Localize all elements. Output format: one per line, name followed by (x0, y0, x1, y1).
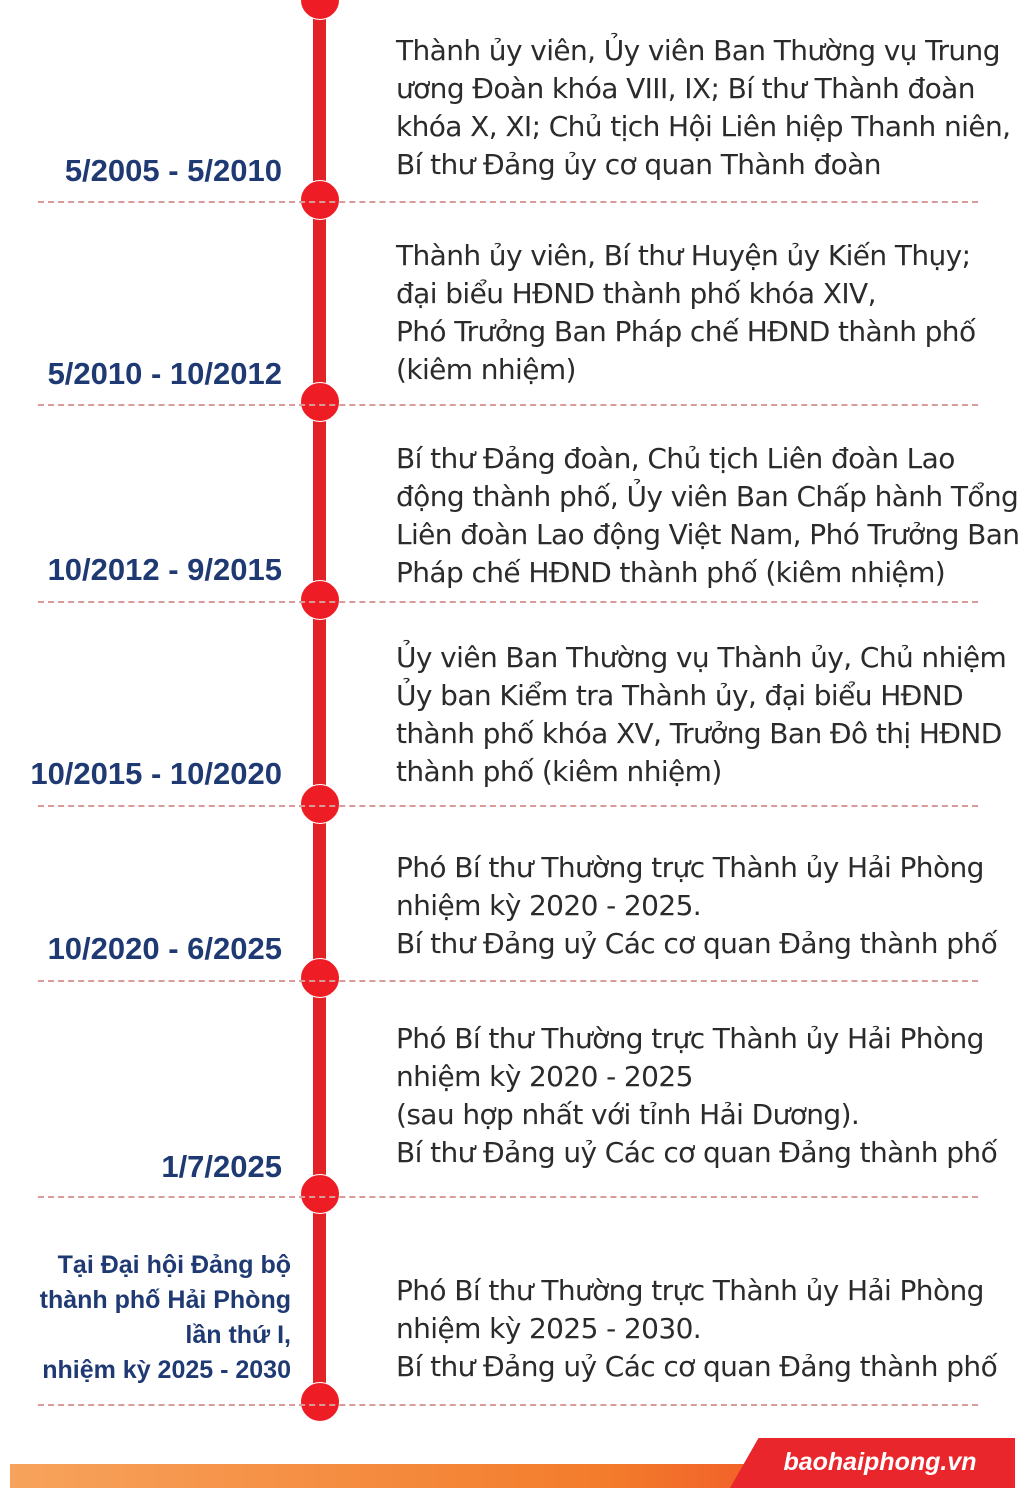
description-line: Liên đoàn Lao động Việt Nam, Phó Trưởng Ban (396, 518, 1020, 551)
entry-description (396, 849, 998, 963)
description-line: Phó Bí thư Thường trực Thành ủy Hải Phòng (396, 1022, 984, 1055)
entry-description (396, 1272, 998, 1386)
entry-separator (38, 404, 978, 406)
description-line: Pháp chế HĐND thành phố (kiêm nhiệm) (396, 556, 946, 589)
description-line: nhiệm kỳ 2020 - 2025 (396, 1060, 693, 1093)
entry-separator (38, 201, 978, 203)
entry-description (396, 237, 986, 389)
entry-separator (38, 601, 978, 603)
timeline-dot (300, 382, 340, 422)
period-line: 1/7/2025 (161, 1149, 282, 1184)
description-line: Phó Bí thư Thường trực Thành ủy Hải Phòng (396, 1274, 984, 1307)
description-line: Bí thư Đảng uỷ Các cơ quan Đảng thành phố (396, 927, 998, 960)
period-line: 10/2015 - 10/2020 (30, 756, 282, 791)
timeline-dot (300, 784, 340, 824)
entry-separator (38, 805, 978, 807)
period-line: lần thứ I, (185, 1321, 291, 1349)
entry-separator (38, 1196, 978, 1198)
entry-description (396, 32, 1011, 184)
description-line: (sau hợp nhất với tỉnh Hải Dương). (396, 1098, 860, 1131)
entry-period (0, 1248, 291, 1388)
description-line: Bí thư Đảng đoàn, Chủ tịch Liên đoàn Lao (396, 442, 955, 475)
description-line: đại biểu HĐND thành phố khóa XIV, (396, 277, 876, 310)
timeline-dot (300, 1382, 340, 1422)
period-line: nhiệm kỳ 2025 - 2030 (42, 1356, 291, 1384)
description-line: Thành ủy viên, Bí thư Huyện ủy Kiến Thụy; (396, 239, 971, 272)
description-line: Ủy ban Kiểm tra Thành ủy, đại biểu HĐND (396, 679, 964, 712)
timeline-dot (300, 180, 340, 220)
entry-period (0, 355, 282, 393)
description-line: Bí thư Đảng uỷ Các cơ quan Đảng thành phố (396, 1136, 998, 1169)
period-line: 10/2020 - 6/2025 (47, 931, 282, 966)
description-line: (kiêm nhiệm) (396, 353, 576, 386)
entry-separator (38, 980, 978, 982)
entry-description (396, 440, 1020, 592)
description-line: Phó Trưởng Ban Pháp chế HĐND thành phố (396, 315, 976, 348)
description-line: Bí thư Đảng uỷ Các cơ quan Đảng thành phố (396, 1350, 998, 1383)
entry-period (0, 930, 282, 968)
entry-period (0, 152, 282, 190)
description-line: thành phố (kiêm nhiệm) (396, 755, 722, 788)
entry-separator (38, 1404, 978, 1406)
description-line: nhiệm kỳ 2025 - 2030. (396, 1312, 702, 1345)
description-line: Thành ủy viên, Ủy viên Ban Thường vụ Trung (396, 34, 1000, 67)
description-line: Phó Bí thư Thường trực Thành ủy Hải Phòng (396, 851, 984, 884)
timeline-dot (300, 580, 340, 620)
description-line: thành phố khóa XV, Trưởng Ban Đô thị HĐND (396, 717, 1002, 750)
description-line: khóa X, XI; Chủ tịch Hội Liên hiệp Thanh niên, (396, 110, 1011, 143)
timeline-dot (300, 958, 340, 998)
description-line: động thành phố, Ủy viên Ban Chấp hành Tổng (396, 480, 1019, 513)
period-line: 5/2005 - 5/2010 (64, 153, 282, 188)
entry-description (396, 1020, 998, 1172)
period-line: thành phố Hải Phòng (39, 1286, 291, 1314)
description-line: ương Đoàn khóa VIII, IX; Bí thư Thành đoàn (396, 72, 975, 105)
period-line: Tại Đại hội Đảng bộ (57, 1251, 291, 1279)
timeline-dot (300, 0, 340, 20)
timeline-dot (300, 1174, 340, 1214)
entry-description (396, 639, 1007, 791)
footer (0, 1438, 1027, 1488)
entry-period (0, 551, 282, 589)
description-line: Ủy viên Ban Thường vụ Thành ủy, Chủ nhiệm (396, 641, 1007, 674)
entry-period (0, 1148, 282, 1186)
period-line: 5/2010 - 10/2012 (47, 356, 282, 391)
description-line: Bí thư Đảng ủy cơ quan Thành đoàn (396, 148, 881, 181)
entry-period (0, 755, 282, 793)
description-line: nhiệm kỳ 2020 - 2025. (396, 889, 702, 922)
brand-link[interactable]: baohaiphong.vn (783, 1448, 977, 1476)
period-line: 10/2012 - 9/2015 (47, 552, 282, 587)
